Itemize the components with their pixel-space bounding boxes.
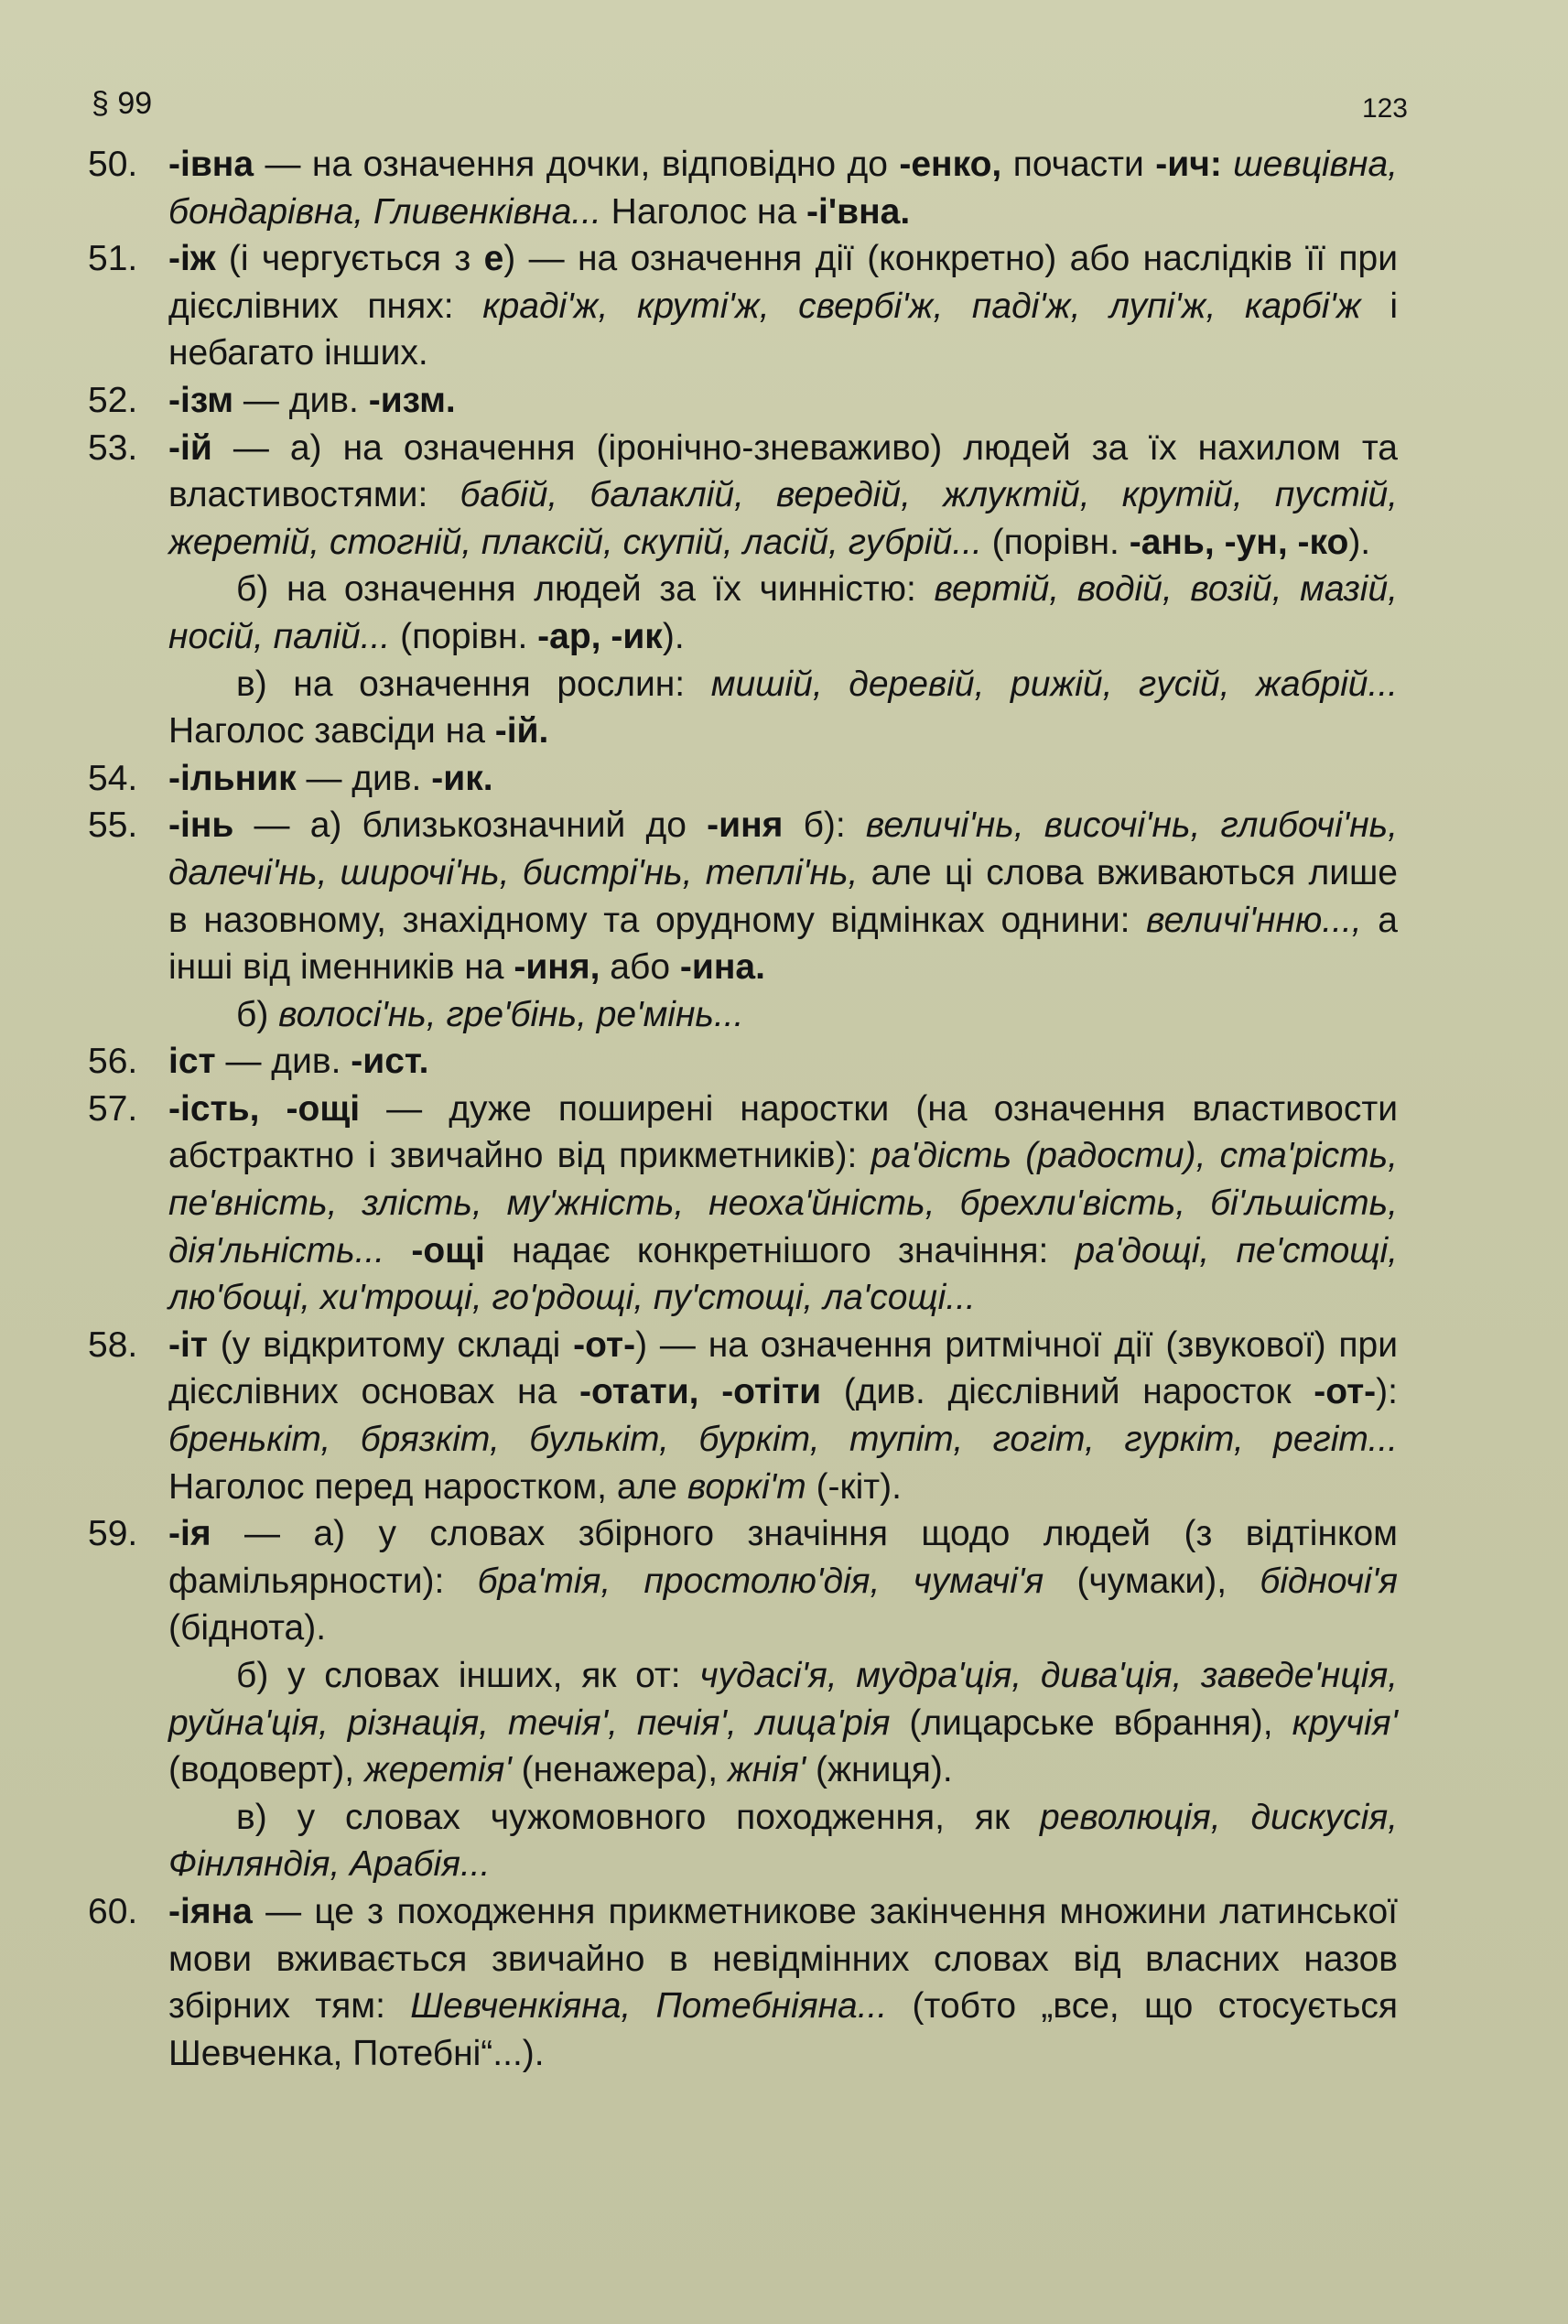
- text-run: бра'тія, простолю'дія, чумачі'я: [477, 1561, 1044, 1601]
- text-run: бренькіт, брязкіт, булькіт, буркіт, тупіт, гогіт, гуркіт, регіт...: [168, 1420, 1398, 1460]
- text-run: Наголос на: [600, 191, 806, 232]
- text-run: і небагато інших.: [168, 286, 1398, 373]
- text-run: (у відкритому складі: [207, 1324, 574, 1365]
- text-run: б): [236, 994, 279, 1034]
- text-run: -івна: [168, 145, 254, 184]
- entry-text: [168, 1510, 1398, 1652]
- text-run: (порівн.: [390, 616, 538, 656]
- entry: [88, 1038, 1398, 1086]
- text-run: — на означення дочки, відповідно до: [254, 145, 900, 184]
- entry-number: 58.: [88, 1324, 138, 1365]
- text-run: — див.: [233, 380, 369, 420]
- entry: [88, 235, 1398, 377]
- sub-paragraph: [168, 1794, 1398, 1888]
- entry-number: 52.: [88, 380, 138, 420]
- text-run: — це з походження прикметникове закінчення множини латинської мови вживається звичайно в невідмінних словах від власних назов збірних тям:: [168, 1891, 1398, 2027]
- text-run: почасти: [1001, 145, 1156, 184]
- text-run: -енко,: [899, 145, 1002, 184]
- text-run: в) у словах чужомовного походження, як: [236, 1797, 1040, 1837]
- text-run: -от-: [1314, 1372, 1377, 1412]
- sub-paragraph: [168, 991, 1398, 1039]
- text-run: е: [483, 239, 504, 279]
- text-run: — див.: [296, 758, 432, 798]
- text-run: — див.: [215, 1042, 351, 1082]
- entry-text: [168, 141, 1398, 235]
- text-run: величі'нню...,: [1146, 900, 1362, 940]
- text-run: -іт: [168, 1324, 208, 1365]
- entry-text: [168, 425, 1398, 567]
- text-run: в) на означення рослин:: [236, 664, 711, 704]
- entry-number: 60.: [88, 1891, 138, 1931]
- entry-number: 51.: [88, 239, 138, 279]
- text-run: -і'вна.: [806, 191, 911, 232]
- text-run: -отати, -отіти: [579, 1372, 822, 1412]
- text-run: ра'дість (радости), ста'рість, пе'вність, злість, му'жність, неоха'йність, брехли'вість, бі'льшість, дія'льність...: [168, 1136, 1398, 1270]
- text-run: ) — на означення ритмічної дії (звукової) при дієслівних основах на: [168, 1324, 1398, 1412]
- text-run: -иня,: [514, 947, 600, 988]
- text-run: (див. дієслівний наросток: [821, 1372, 1314, 1412]
- text-run: кручія': [1292, 1702, 1399, 1743]
- text-run: а інші від іменників на: [168, 900, 1398, 988]
- text-run: б):: [783, 805, 866, 846]
- text-run: б) на означення людей за їх чинністю:: [236, 569, 935, 610]
- entry-number: 55.: [88, 805, 138, 846]
- sub-paragraph: [168, 566, 1398, 660]
- text-run: -ич:: [1155, 145, 1222, 184]
- text-run: краді'ж, круті'ж, свербі'ж, паді'ж, лупі'ж, карбі'ж: [482, 286, 1361, 326]
- entry-text: [168, 802, 1398, 990]
- entry-text: [168, 1038, 1398, 1086]
- text-run: Шевченкіяна, Потебніяна...: [410, 1986, 888, 2027]
- text-run: ):: [1376, 1372, 1398, 1412]
- entry: [88, 141, 1398, 235]
- entry-text: [168, 1322, 1398, 1510]
- text-run: -ізм: [168, 380, 234, 420]
- text-run: Наголос перед наростком, але: [168, 1466, 687, 1507]
- text-run: воркі'т: [687, 1466, 806, 1507]
- text-run: волосі'нь, гре'бінь, ре'мінь...: [278, 994, 744, 1034]
- page-number: 123: [1361, 93, 1408, 124]
- text-run: шевцівна, бондарівна, Гливенківна...: [168, 145, 1399, 232]
- text-run: — а) на означення (іронічно-зневаживо) людей за їх нахилом та властивостями:: [168, 427, 1398, 515]
- text-run: надає конкретнішого значіння:: [484, 1230, 1076, 1270]
- text-run: мишій, деревій, рижій, гусій, жабрій...: [710, 664, 1398, 704]
- text-run: [1222, 145, 1233, 184]
- text-run: величі'нь, височі'нь, глибочі'нь, далечі'нь, широчі'нь, бистрі'нь, теплі'нь,: [168, 805, 1398, 892]
- text-run: [384, 1231, 411, 1270]
- entry: [88, 1510, 1398, 1652]
- entry-number: 59.: [88, 1514, 138, 1554]
- text-run: -іж: [168, 239, 216, 279]
- entry: [88, 1888, 1398, 2077]
- text-run: -інь: [168, 805, 234, 846]
- text-run: — а) близькозначний до: [233, 805, 708, 846]
- text-run: (ненажера),: [511, 1750, 728, 1790]
- text-run: -ик.: [431, 758, 493, 798]
- text-run: -ань, -ун, -ко: [1129, 522, 1349, 562]
- sub-paragraph: [168, 1652, 1398, 1794]
- text-run: (тобто „все, що стосується Шевченка, Потебні“...).: [168, 1986, 1399, 2073]
- text-run: -ість, -ощі: [168, 1088, 361, 1129]
- text-run: Наголос завсіди на: [168, 711, 495, 751]
- text-run: ).: [662, 616, 685, 656]
- entry-text: [168, 755, 1398, 803]
- entry-number: 57.: [88, 1088, 138, 1129]
- entry: [88, 377, 1398, 425]
- entry: [88, 1086, 1398, 1322]
- text-run: -иня: [707, 805, 784, 846]
- text-run: іст: [168, 1042, 216, 1082]
- entry-text: [168, 1086, 1398, 1322]
- text-run: б) у словах інших, як от:: [236, 1656, 700, 1695]
- text-run: -ій.: [494, 711, 549, 751]
- text-run: ) — на означення дії (конкретно) або наслідків її при дієслівних пнях:: [168, 239, 1398, 326]
- entry-number: 56.: [88, 1042, 138, 1082]
- text-run: -ина.: [679, 947, 765, 988]
- text-run: бідночі'я: [1260, 1561, 1398, 1601]
- entry: [88, 425, 1398, 567]
- text-run: жнія': [727, 1750, 806, 1790]
- text-run: але ці слова вживаються лише в назовному, знахідному та орудному відмінках однини:: [168, 852, 1398, 940]
- text-run: — дуже поширені наростки (на означення властивости абстрактно і звичайно від прикметників):: [168, 1088, 1398, 1176]
- text-run: -от-: [573, 1324, 636, 1365]
- text-run: (чумаки),: [1044, 1561, 1260, 1601]
- text-run: революція, дискусія, Фінляндія, Арабія...: [168, 1797, 1398, 1885]
- entry-number: 50.: [88, 145, 138, 184]
- entry: [88, 755, 1398, 803]
- document-body: [88, 141, 1398, 2077]
- text-run: (водоверт),: [168, 1750, 364, 1790]
- entry: [88, 802, 1398, 990]
- text-run: (жниця).: [806, 1750, 953, 1790]
- entry-number: 53.: [88, 427, 138, 468]
- entry-text: [168, 1888, 1398, 2077]
- sub-paragraph: [168, 661, 1398, 755]
- text-run: чудасі'я, мудра'ція, дива'ція, заведе'нція, руйна'ція, різнація, течія', печія', лица'рія: [168, 1656, 1398, 1743]
- text-run: -ія: [168, 1514, 211, 1554]
- text-run: -іяна: [168, 1891, 253, 1931]
- text-run: -ільник: [168, 758, 297, 798]
- text-run: бабій, балаклій, вередій, жлуктій, крутій, пустій, жеретій, стогній, плаксій, скупій, ласій, губрій...: [168, 475, 1399, 562]
- text-run: -ист.: [351, 1042, 429, 1082]
- text-run: або: [600, 947, 680, 988]
- text-run: -ощі: [411, 1230, 485, 1270]
- text-run: вертій, водій, возій, мазій, носій, палій...: [168, 569, 1398, 656]
- text-run: -изм.: [368, 380, 456, 420]
- text-run: (і чергується з: [215, 239, 484, 279]
- entry-number: 54.: [88, 758, 138, 798]
- text-run: — а) у словах збірного значіння щодо людей (з відтінком фамільярности):: [168, 1514, 1398, 1601]
- entry-text: [168, 377, 1398, 425]
- text-run: -ій: [168, 427, 212, 468]
- page-header: [88, 77, 1408, 141]
- text-run: (лицарське вбрання),: [890, 1702, 1292, 1743]
- section-mark: § 99: [92, 86, 153, 121]
- text-run: жеретія': [363, 1750, 512, 1790]
- text-run: -ар, -ик: [537, 616, 663, 656]
- entry: [88, 1322, 1398, 1510]
- text-run: (біднота).: [168, 1608, 327, 1648]
- text-run: ).: [1348, 522, 1371, 562]
- text-run: (-кіт).: [806, 1466, 902, 1507]
- text-run: ра'дощі, пе'стощі, лю'бощі, хи'трощі, го'рдощі, пу'стощі, ла'сощі...: [168, 1230, 1398, 1318]
- entry-text: [168, 235, 1398, 377]
- text-run: (порівн.: [981, 522, 1130, 562]
